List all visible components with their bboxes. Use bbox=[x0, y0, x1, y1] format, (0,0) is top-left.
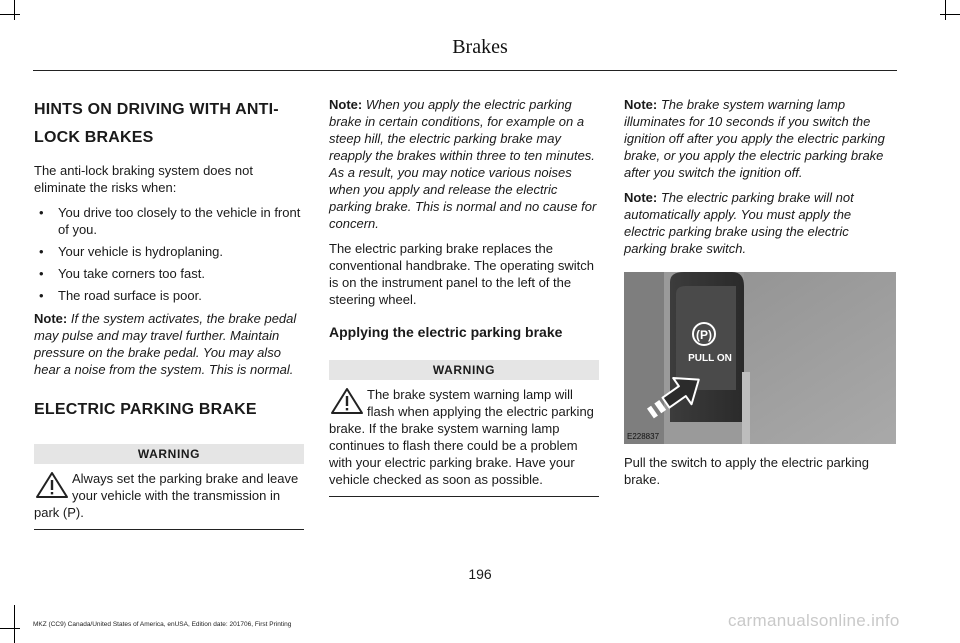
list-item: • You drive too closely to the vehicle in front of you. bbox=[34, 204, 304, 238]
warning-header: WARNING bbox=[34, 444, 304, 464]
warning-triangle-icon bbox=[329, 386, 365, 416]
header-rule bbox=[33, 70, 897, 71]
image-caption: Pull the switch to apply the electric parking brake. bbox=[624, 455, 869, 487]
switch-label: PULL ON bbox=[688, 353, 732, 364]
note-not-automatic bbox=[624, 189, 894, 257]
switch-symbol: (P) bbox=[696, 328, 712, 342]
column-2 bbox=[329, 96, 599, 497]
warning-header: WARNING bbox=[329, 360, 599, 380]
note-reapply bbox=[329, 96, 599, 232]
crop-mark bbox=[14, 0, 15, 20]
note-text: The electric parking brake will not automatically apply. You must apply the electric parking brake using the electric parking brake switch. bbox=[624, 190, 854, 256]
note-label: Note: bbox=[329, 97, 363, 112]
list-item: • You take corners too fast. bbox=[34, 265, 304, 282]
note-label: Note: bbox=[34, 311, 68, 326]
crop-mark bbox=[14, 605, 15, 643]
crop-mark bbox=[940, 14, 960, 15]
note-abs bbox=[34, 310, 304, 378]
warning-triangle-icon bbox=[34, 470, 70, 500]
warning-box bbox=[34, 464, 304, 530]
risk-list bbox=[34, 204, 304, 304]
note-text: If the system activates, the brake pedal may pulse and may travel further. Maintain pressure on the brake pedal. You may also hear a noise from the system. This is normal. bbox=[34, 311, 297, 377]
epb-paragraph: The electric parking brake replaces the conventional handbrake. The operating switch is on the instrument panel to the left of the steering wheel. bbox=[329, 241, 594, 307]
note-warning-lamp bbox=[624, 96, 894, 181]
page-number: 196 bbox=[468, 566, 492, 582]
watermark: carmanualsonline.info bbox=[728, 611, 900, 630]
list-item: • Your vehicle is hydroplaning. bbox=[34, 243, 304, 260]
parking-brake-switch-illustration bbox=[624, 272, 896, 444]
column-3 bbox=[624, 96, 894, 265]
edition-info: MKZ (CC9) Canada/United States of America, enUSA, Edition date: 201706, First Printing bbox=[33, 621, 292, 628]
section-heading-abs-line2: LOCK BRAKES bbox=[34, 129, 154, 146]
image-code: E228837 bbox=[627, 432, 660, 441]
note-label: Note: bbox=[624, 190, 658, 205]
crop-mark bbox=[945, 0, 946, 20]
warning-text: The brake system warning lamp will flash when applying the electric parking brake. If the brake system warning lamp continues to flash there could be a problem with your electric parking brake. Have your vehicle checked as soon as possible. bbox=[329, 387, 594, 487]
note-label: Note: bbox=[624, 97, 658, 112]
warning-box bbox=[329, 380, 599, 497]
section-heading-epb: ELECTRIC PARKING BRAKE bbox=[34, 401, 257, 418]
column-1 bbox=[34, 96, 304, 530]
crop-mark bbox=[0, 14, 20, 15]
note-text: When you apply the electric parking brake in certain conditions, for example on a steep hill, the electric parking brake may reapply the brakes within three to ten minutes. As a result, you may notice various noises when you apply and release the electric parking brake. This is normal and no cause for concern. bbox=[329, 97, 597, 231]
intro-paragraph: The anti-lock braking system does not eliminate the risks when: bbox=[34, 163, 253, 195]
subheading-applying: Applying the electric parking brake bbox=[329, 324, 563, 340]
page-header-title: Brakes bbox=[452, 36, 508, 58]
list-item: • The road surface is poor. bbox=[34, 287, 304, 304]
warning-text: Always set the parking brake and leave your vehicle with the transmission in park (P). bbox=[34, 471, 299, 520]
crop-mark bbox=[0, 628, 20, 629]
section-heading-abs-line1: HINTS ON DRIVING WITH ANTI- bbox=[34, 101, 279, 118]
note-text: The brake system warning lamp illuminates for 10 seconds if you switch the ignition off after you apply the electric parking brake, or you apply the electric parking brake after you switch the ignition off. bbox=[624, 97, 885, 180]
